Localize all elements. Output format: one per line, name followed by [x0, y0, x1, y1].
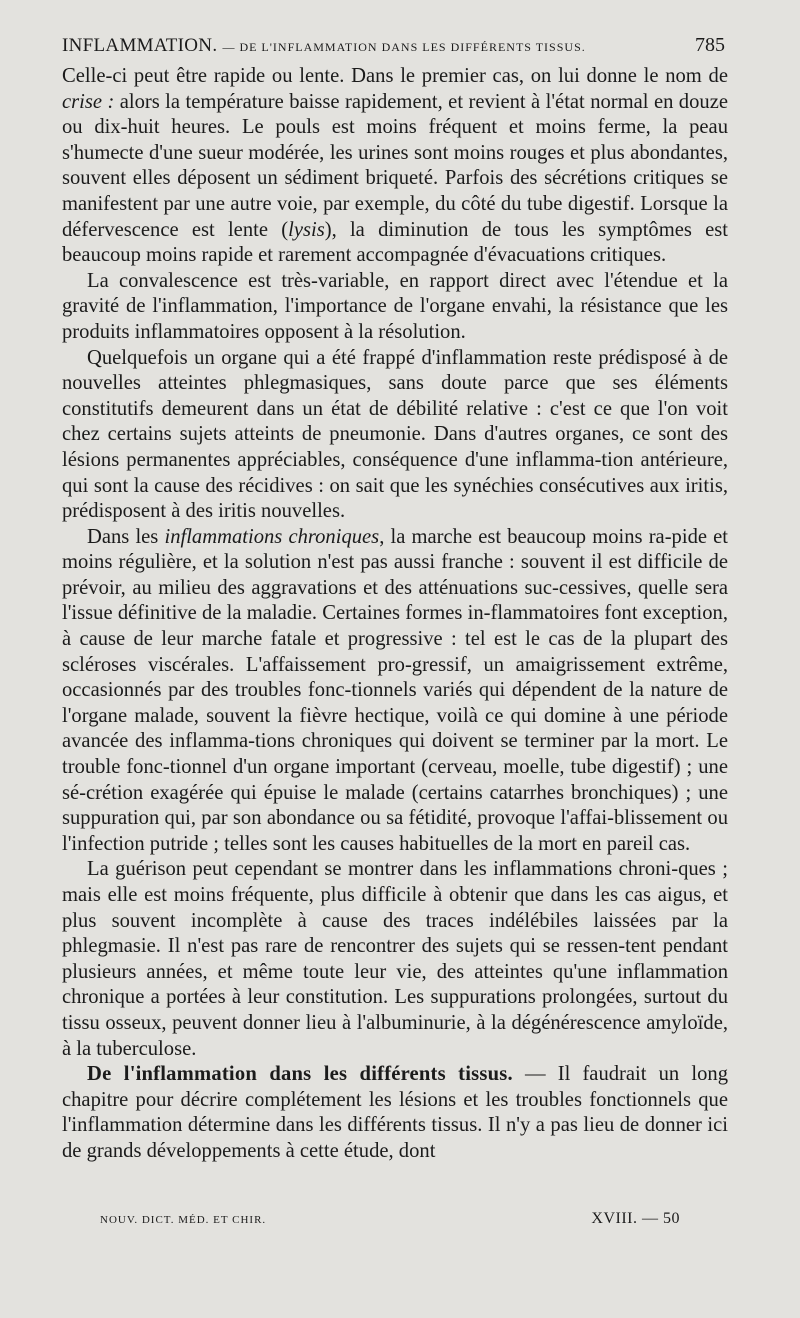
- paragraph-6-text: — Il faudrait un long chapitre pour décrire complétement les lésions et les troubles fonctionnels que l'inflammation détermine dans les différents tissus. Il n'y a pas lieu de donner ici de grands développements à cette étude, dont: [62, 1063, 728, 1162]
- paragraph-1-text-c: ), la diminution de tous les symptômes est beaucoup moins rapide et rarement accompagnée d'évacuations critiques.: [62, 218, 728, 267]
- section-heading: De l'inflammation dans les différents tissus.: [87, 1063, 513, 1086]
- paragraph-1-text-b: alors la température baisse rapidement, et revient à l'état normal en douze ou dix-huit heures. Le pouls est moins fréquent et moins ferme, la peau s'humecte d'une sueur modérée, les urines sont moins rouges et plus abondantes, souvent elles déposent un sédiment briqueté. Parfois des sécrétions critiques se manifestent par une autre voie, par exemple, du côté du tube digestif. Lorsque la défervescence est lente (: [62, 90, 728, 241]
- paragraph-4: [62, 525, 728, 858]
- body-text: [62, 64, 728, 1165]
- paragraph-1-text-a: Celle-ci peut être rapide ou lente. Dans le premier cas, on lui donne le nom de: [62, 65, 728, 87]
- paragraph-3: Quelquefois un organe qui a été frappé d'inflammation reste prédisposé à de nouvelles atteintes phlegmasiques, sans doute parce que ses éléments constitutifs demeurent dans un état de débilité relative : c'est ce que l'on voit chez certains sujets atteints de pneumonie. Dans d'autres organes, ce sont des lésions permanentes appréciables, conséquence d'une inflamma-tion antérieure, qui sont la cause des récidives : on sait que les synéchies consécutives aux iritis, prédisposent à des iritis nouvelles.: [62, 346, 728, 523]
- paragraph-1-italic-lysis: lysis: [288, 218, 325, 241]
- page-number: 785: [695, 34, 725, 56]
- paragraph-5: La guérison peut cependant se montrer dans les inflammations chroni-ques ; mais elle est moins fréquente, plus difficile à obtenir que dans les cas aigus, et plus souvent incomplète à cause des traces indélébiles laissées par la phlegmasie. Il n'est pas rare de rencontrer des sujets qui se ressen-tent pendant plusieurs années, et même toute leur vie, des atteintes qu'une inflammation chronique a portées à leur constitution. Les suppurations prolongées, surtout du tissu osseux, peuvent donner lieu à l'albuminurie, à la dégénérescence amyloïde, à la tuberculose.: [62, 858, 728, 1060]
- paragraph-2: La convalescence est très-variable, en rapport direct avec l'étendue et la gravité de l'inflammation, l'importance de l'organe envahi, la résistance que les produits inflammatoires opposent à la résolution.: [62, 269, 728, 343]
- running-title: [62, 35, 586, 57]
- running-title-main: INFLAMMATION.: [62, 35, 218, 56]
- running-title-sub: — DE L'INFLAMMATION DANS LES DIFFÉRENTS TISSUS.: [222, 40, 586, 54]
- running-header: [62, 34, 725, 62]
- paragraph-1: [62, 64, 728, 269]
- paragraph-4-text-b: , la marche est beaucoup moins ra-pide et moins régulière, et la solution n'est pas aussi franche : souvent il est difficile de prévoir, au milieu des aggravations et des atténuations suc-cessives, quelle sera l'issue définitive de la maladie. Certaines formes in-flammatoires font exception, à cause de leur marche fatale et progressive : tel est le cas de la plupart des scléroses viscérales. L'affaissement pro-gressif, un amaigrissement extrême, occasionnés par des troubles fonc-tionnels variés qui dépendent de la nature de l'organe malade, souvent la fièvre hectique, voilà ce qui domine à une période avancée des inflamma-tions chroniques qui doivent se terminer par la mort. Le trouble fonc-tionnel d'un organe important (cerveau, moelle, tube digestif) ; une sé-crétion exagérée qui épuise le malade (certains catarrhes bronchiques) ; une suppuration qui, par son abondance ou sa fétidité, provoque l'affai-blissement ou l'infection putride ; telles sont les causes habituelles de la mort en pareil cas.: [62, 525, 728, 855]
- paragraph-4-text-a: Dans les: [87, 525, 165, 548]
- paragraph-4-italic: inflammations chroniques: [164, 525, 380, 548]
- paragraph-6: [62, 1062, 728, 1164]
- signature-line: [100, 1210, 680, 1228]
- signature-right: XVIII. — 50: [591, 1210, 680, 1227]
- signature-left: NOUV. DICT. MÉD. ET CHIR.: [100, 1214, 267, 1226]
- paragraph-1-italic-crise: crise :: [62, 90, 115, 113]
